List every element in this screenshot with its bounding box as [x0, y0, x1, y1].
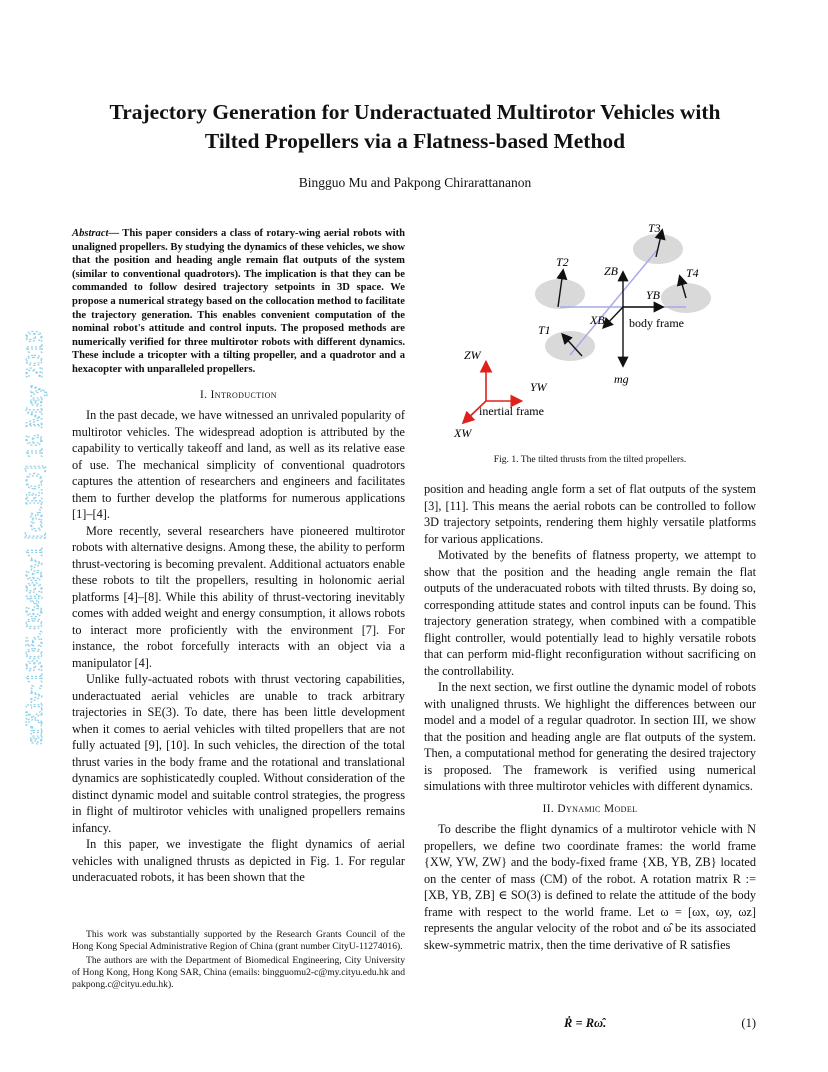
section-number: I.: [200, 388, 208, 401]
footnotes: [72, 929, 405, 993]
paragraph: Motivated by the benefits of flatness property, we attempt to show that the position and the heading angle remain the flat outputs of the underacuated robots with tilted thrusts. By doing so, corresponding attitude states and control inputs can be found. This trajectory generation strategy, when combined with a compatible flight controller, would potentially lead to highly versatile robots that can perform mid-flight reconfiguration without sacrificing on the controllability.: [424, 548, 756, 678]
paragraph: Unlike fully-actuated robots with thrust vectoring capabilities, underactuated aerial vehicles are unable to track arbitrary trajectories in SE(3). To date, there has been little development when it comes to aerial vehicles with tilted propellers that are not fully actuated [9], [10]. In such vehicles, the direction of the total thrust varies in the body frame and the rotational and translational dynamics are sophisticatedly coupled. Without consideration of the distinct dynamic model and suitable control strategies, the progress in flight of multirotor vehicles with unaligned propellers remains infancy.: [72, 672, 405, 835]
paragraph: More recently, several researchers have pioneered multirotor robots with alternative designs. Among these, the ability to perform thrust-vectoring is becoming prevalent. Additional actuators enable these robots to tilt the propellers, resulting in holonomic aerial platforms [4]–[8]. While this ability of thrust-vectoring inevitably comes with added weight and energy consumption, it allows robots to interact more proficiently with the environment [7]. For instance, the robot forcefully interacts with an object via a manipulator [4].: [72, 523, 405, 670]
title-line-2: Tilted Propellers via a Flatness-based Method: [204, 129, 626, 153]
label-body-frame: body frame: [629, 316, 684, 330]
arxiv-stamp: [12, 200, 52, 760]
paragraph: In this paper, we investigate the flight dynamics of aerial vehicles with unaligned thrusts as depicted in Fig. 1. For regular underacuated robots, it has been shown that the: [72, 837, 405, 885]
paragraph: position and heading angle form a set of flat outputs of the system [3], [11]. This means the aerial robots can be controlled to follow 3D trajectory setpoints, rendering them highly versatile platforms for various applications.: [424, 482, 756, 546]
equation-body: Ṙ = Rω̂.: [564, 1016, 607, 1030]
section-number: II.: [542, 802, 555, 815]
paragraph: In the past decade, we have witnessed an unrivaled popularity of multirotor vehicles. The widespread adoption is attributed by the capability to vertically takeoff and land, as well as its relative ease of use. The mechanical simplicity of conventional quadrotors captures the attention of researchers and engineers and facilitates them to further develop the platforms for numerous applications [1]–[4].: [72, 408, 405, 522]
arxiv-id: arXiv:1905.06496v1 [cs.RO] 16 May 2019: [22, 330, 48, 745]
abstract-text: — This paper considers a class of rotary-wing aerial robots with unaligned propellers. By studying the dynamics of these vehicles, we show that the position and heading angle remain flat outputs of the system (similar to conventional quadrotors). The implication is that they can be commanded to follow desired trajectory setpoints in 3D space. We propose a numerical strategy based on the collocation method to facilitate the trajectory generation. This enables convenient computation of the nominal robot's attitude and control inputs. The proposed methods are numerically verified for three multirotor robots with different dynamics. These include a tricopter with a tilting propeller, and a quadrotor and a hexacopter with unparalleled propellers.: [72, 228, 405, 375]
section-heading-intro: [72, 387, 405, 404]
paragraph: In the next section, we first outline the dynamic model of robots with unaligned thrusts. We highlight the differences between our model and a model of a regular quadrotor. In section III, we show that the position and heading angle are flat outputs of the system. Then, a computational method for generating the desired trajectory is proposed. The framework is verified using numerical simulations with three multirotor vehicles with different dynamics.: [424, 680, 756, 793]
label-mg: mg: [614, 372, 629, 386]
section-title: Dynamic Model: [557, 802, 638, 815]
label-t1: T1: [538, 323, 551, 337]
abstract: [72, 227, 405, 377]
author-list: Bingguo Mu and Pakpong Chirarattananon: [298, 175, 532, 190]
label-zw: ZW: [464, 348, 481, 362]
figure-1-diagram: [424, 215, 756, 445]
left-column: [72, 227, 405, 886]
footnote: The authors are with the Department of Biomedical Engineering, City University of Hong Kong, Hong Kong SAR, China (emails: bingguomu2-c@my.cityu.edu.hk and pakpong.c@cityu.edu.hk).: [72, 955, 405, 990]
paper-title: [70, 98, 760, 156]
label-t3: T3: [648, 221, 661, 235]
right-column: [424, 481, 756, 953]
paragraph: To describe the flight dynamics of a multirotor vehicle with N propellers, we define two coordinate frames: the world frame {XW, YW, ZW} and the body-fixed frame {XB, YB, ZB} located on the center of mass (CM) of the robot. A rotation matrix R := [XB, YB, ZB] ∈ SO(3) is defined to relate the attitude of the body frame with respect to the world frame. Let ω = [ωx, ωy, ωz] represents the angular velocity of the robot and ω̂ be its associated skew-symmetric matrix, then the time derivative of R satisfies: [424, 822, 756, 952]
label-yb: YB: [646, 288, 661, 302]
label-zb: ZB: [604, 264, 619, 278]
arxiv-stamp-graphic: [12, 200, 52, 760]
figure-caption: Fig. 1. The tilted thrusts from the tilted propellers.: [493, 454, 687, 465]
footnote: This work was substantially supported by the Research Grants Council of the Hong Kong Special Administrative Region of China (grant number CityU-11274016).: [72, 929, 405, 952]
abstract-label: Abstract: [72, 228, 109, 239]
label-t2: T2: [556, 255, 569, 269]
figure-1: [424, 215, 756, 445]
label-xb: XB: [590, 313, 605, 327]
label-xw: XW: [454, 426, 472, 440]
title-line-1: Trajectory Generation for Underactuated Multirotor Vehicles with: [109, 100, 721, 124]
label-t4: T4: [686, 266, 699, 280]
propeller-1: [545, 331, 595, 361]
section-title: Introduction: [210, 388, 277, 401]
label-yw: YW: [530, 380, 547, 394]
section-heading-dynamics: [424, 801, 756, 818]
equation-number: (1): [741, 1016, 756, 1030]
label-inertial-frame: inertial frame: [479, 404, 544, 418]
